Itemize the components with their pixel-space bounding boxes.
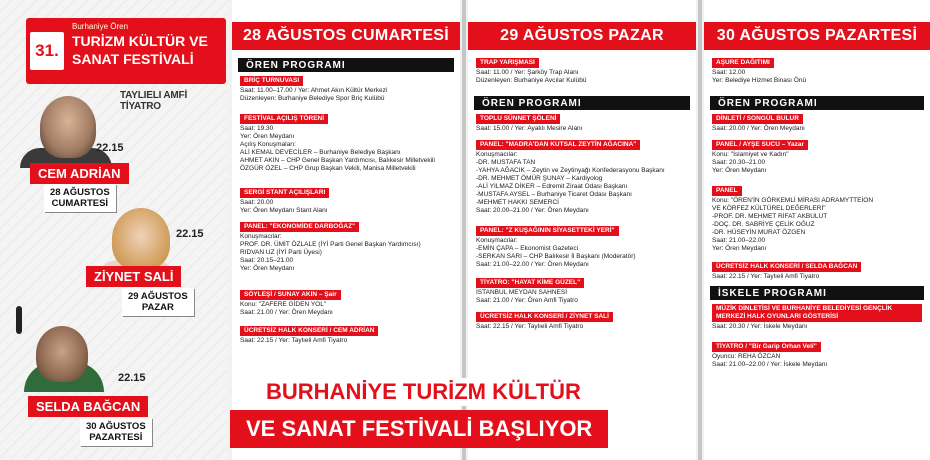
festival-poster xyxy=(0,0,228,460)
news-headline xyxy=(230,366,680,460)
artist-name: SELDA BAĞCAN xyxy=(28,396,148,417)
column-divider xyxy=(698,0,702,460)
event-line: Açılış Konuşmaları: xyxy=(240,141,296,148)
event-line: -PROF. DR. MEHMET RİFAT AKBULUT xyxy=(712,213,828,220)
event-line: Düzenleyen: Burhaniye Avcılar Kulübü xyxy=(476,77,587,84)
event-line: Saat: 20.30–21.00 xyxy=(712,159,766,166)
event-line: Saat: 22.15 / Yer: Taylıeli Amfi Tiyatro xyxy=(476,323,584,330)
section-header: İSKELE PROGRAMI xyxy=(710,286,924,300)
event-line: Saat: 21.00–22.00 / Yer: Ören Meydanı xyxy=(476,261,589,268)
event-item xyxy=(240,114,435,173)
event-item xyxy=(476,278,584,305)
event-line: Saat: 20.00–21.00 / Yer: Ören Meydanı xyxy=(476,207,589,214)
event-line: Saat: 15.00 / Yer: Ayaklı Mesire Alanı xyxy=(476,125,583,132)
event-title: SÖYLEŞİ / SUNAY AKIN – Şair xyxy=(240,290,341,300)
event-line: Konuşmacılar: xyxy=(476,151,518,158)
day-header: 30 AĞUSTOS PAZARTESİ xyxy=(704,22,930,50)
event-title: TRAP YARIŞMASI xyxy=(476,58,539,68)
artist-date xyxy=(122,288,194,316)
event-line: -MEHMET HAKKI SEMERCİ xyxy=(476,199,559,206)
event-title: ÜCRETSİZ HALK KONSERİ / ZİYNET SALİ xyxy=(476,312,613,322)
artist-name: CEM ADRİAN xyxy=(30,163,129,184)
event-line: Saat: 11.00 / Yer: Şarköy Trap Alanı xyxy=(476,69,579,76)
event-item xyxy=(712,140,808,175)
logo-subtitle: Burhaniye Ören xyxy=(72,22,129,31)
event-line: Saat: 12.00 xyxy=(712,69,746,76)
event-line: Yer: Ören Meydanı xyxy=(712,245,767,252)
event-line: AHMET AKIN – CHP Genel Başkan Yardımcısı, Balıkesir Milletvekili xyxy=(240,157,435,164)
event-item xyxy=(240,290,341,317)
event-line: Konu: "ÖREN'İN GÖRKEMLİ MİRASI ADRAMYTTEİON xyxy=(712,197,874,204)
event-item xyxy=(712,186,873,253)
artist-time: 22.15 xyxy=(96,142,124,154)
event-title: DİNLETİ / SONGÜL BULUR xyxy=(712,114,803,124)
artist-photo-ziynet xyxy=(112,208,170,270)
event-line: Saat: 11.00–17.00 / Yer: Ahmet Akın Kültür Merkezi xyxy=(240,87,388,94)
schedule-column-30 xyxy=(704,0,930,460)
event-line: -SERKAN SARI – CHP Balıkesir İl Başkanı (Moderatör) xyxy=(476,253,636,260)
event-line: -ALİ YILMAZ DİKER – Edremit Ziraat Odası Başkanı xyxy=(476,183,628,190)
event-line: Yer: Belediye Hizmet Binası Önü xyxy=(712,77,807,84)
event-line: Saat: 19.30 xyxy=(240,125,274,132)
day-header: 29 AĞUSTOS PAZAR xyxy=(468,22,696,50)
event-title: SERGİ STANT AÇILIŞLARI xyxy=(240,188,329,198)
event-line: Yer: Ören Meydanı xyxy=(240,265,295,272)
artist-time: 22.15 xyxy=(118,372,146,384)
event-line: -YAHYA AĞACIK – Zeytin ve Zeytinyağı Konfederasyonu Başkanı xyxy=(476,167,665,174)
event-line: -DOÇ. DR. SABRİYE ÇELİK OĞUZ xyxy=(712,221,815,228)
festival-title: TURİZM KÜLTÜR VE SANAT FESTİVALİ xyxy=(72,33,208,67)
event-line: ÖZGÜR ÖZEL – CHP Grup Başkan Vekili, Manisa Milletvekili xyxy=(240,165,416,172)
day-header: 28 AĞUSTOS CUMARTESİ xyxy=(232,22,460,50)
festival-logo xyxy=(26,18,226,84)
event-line: Saat: 21.00–22.00 / Yer: İskele Meydanı xyxy=(712,361,828,368)
event-title: ÜCRETSİZ HALK KONSERİ / CEM ADRİAN xyxy=(240,326,378,336)
event-item xyxy=(240,76,387,103)
event-item xyxy=(712,114,805,133)
event-line: Saat: 22.15 / Yer: Taylıeli Amfi Tiyatro xyxy=(712,273,820,280)
event-line: Konu: "İslamiyet ve Kadın" xyxy=(712,151,789,158)
event-line: Oyuncu: REHA ÖZCAN xyxy=(712,353,781,360)
event-title: TOPLU SÜNNET ŞÖLENİ xyxy=(476,114,560,124)
artist-date xyxy=(80,418,152,446)
event-title: PANEL: "Z KUŞAĞININ SİYASETTEKİ YERİ" xyxy=(476,226,619,236)
event-line: Saat: 21.00–22.00 xyxy=(712,237,766,244)
event-item xyxy=(712,342,827,369)
event-line: ALİ KEMAL DEVECİLER – Burhaniye Belediye Başkanı xyxy=(240,149,401,156)
artist-date-weekday: PAZARTESİ xyxy=(89,432,143,443)
venue-label: TAYLIELI AMFİ TİYATRO xyxy=(120,90,188,112)
artist-time: 22.15 xyxy=(176,228,204,240)
artist-date-day: 28 AĞUSTOS xyxy=(50,187,110,198)
event-line: Konuşmacılar: xyxy=(240,233,282,240)
event-title: MÜZİK DİNLETİSİ VE BURHANİYE BELEDİYESİ GENÇLİK MERKEZİ HALK OYUNLARI GÖSTERİSİ xyxy=(712,304,922,322)
artist-photo-cem xyxy=(40,96,96,158)
event-line: Saat: 21.00 / Yer: Ören Amfi Tiyatro xyxy=(476,297,578,304)
event-line: -DR. MEHMET ÖMÜR ŞUNAY – Kardiyolog xyxy=(476,175,603,182)
artist-date-weekday: PAZAR xyxy=(141,302,174,313)
event-line: -DR. HÜSEYİN MURAT ÖZGEN xyxy=(712,229,806,236)
section-header: ÖREN PROGRAMI xyxy=(474,96,690,110)
event-item xyxy=(476,312,613,331)
event-line: Saat: 20.00 xyxy=(240,199,274,206)
event-line: -EMİN ÇAPA – Ekonomist Gazeteci xyxy=(476,245,579,252)
event-line: Saat: 20.15–21.00 xyxy=(240,257,294,264)
microphone-icon xyxy=(16,306,22,334)
event-title: TİYATRO: "HAYAT KİME GÜZEL" xyxy=(476,278,584,288)
event-line: Saat: 22.15 / Yer: Taylıeli Amfi Tiyatro xyxy=(240,337,348,344)
event-item xyxy=(476,58,586,85)
event-line: Saat: 20.30 / Yer: İskele Meydanı xyxy=(712,323,808,330)
artist-date-weekday: CUMARTESİ xyxy=(51,198,109,209)
event-item xyxy=(712,304,922,331)
artist-name: ZİYNET SALİ xyxy=(86,266,181,287)
event-line: Düzenleyen: Burhaniye Belediye Spor Briç Kulübü xyxy=(240,95,385,102)
event-item xyxy=(476,226,636,269)
event-line: Saat: 21.00 / Yer: Ören Meydanı xyxy=(240,309,333,316)
event-title: TİYATRO / "Bir Garip Orhan Veli" xyxy=(712,342,821,352)
event-item xyxy=(476,140,665,215)
event-line: Yer: Ören Meydanı Stant Alanı xyxy=(240,207,328,214)
event-item xyxy=(476,114,582,133)
event-line: Konu: "ZAFERE GİDEN YOL" xyxy=(240,301,327,308)
event-title: PANEL: "EKONOMİDE DARBOĞAZ" xyxy=(240,222,359,232)
event-line: VE KÖRFEZ KÜLTÜREL DEĞERLERİ" xyxy=(712,205,826,212)
event-item xyxy=(240,326,378,345)
event-line: Yer: Ören Meydanı xyxy=(712,167,767,174)
event-title: FESTİVAL AÇILIŞ TÖRENİ xyxy=(240,114,328,124)
edition-number: 31. xyxy=(30,32,64,70)
event-line: Konuşmacılar: xyxy=(476,237,518,244)
event-line: PROF. DR. ÜMİT ÖZLALE (İYİ Parti Genel Başkan Yardımcısı) xyxy=(240,241,421,248)
event-title: AŞURE DAĞITIMI xyxy=(712,58,774,68)
event-item xyxy=(240,188,329,215)
event-item xyxy=(712,262,861,281)
event-title: PANEL / AYŞE SUCU – Yazar xyxy=(712,140,808,150)
event-line: -DR. MUSTAFA TAN xyxy=(476,159,536,166)
artist-photo-selda xyxy=(36,326,88,382)
event-title: PANEL xyxy=(712,186,742,196)
artist-date-day: 29 AĞUSTOS xyxy=(128,291,188,302)
event-line: İSTANBUL MEYDAN SAHNESİ xyxy=(476,289,568,296)
section-header: ÖREN PROGRAMI xyxy=(238,58,454,72)
section-header: ÖREN PROGRAMI xyxy=(710,96,924,110)
artist-date-day: 30 AĞUSTOS xyxy=(86,421,146,432)
event-item xyxy=(240,222,421,273)
event-title: PANEL: "MADRA'DAN KUTSAL ZEYTİN AĞACINA" xyxy=(476,140,640,150)
event-item xyxy=(712,58,806,85)
headline-line-1: BURHANİYE TURİZM KÜLTÜR xyxy=(256,378,591,406)
event-title: BRİÇ TURNUVASI xyxy=(240,76,303,86)
event-title: ÜCRETSİZ HALK KONSERİ / SELDA BAĞCAN xyxy=(712,262,861,272)
event-line: Saat: 20.00 / Yer: Ören Meydanı xyxy=(712,125,805,132)
event-line: RIDVAN UZ (İYİ Parti Üyesi) xyxy=(240,249,322,256)
event-line: -MUSTAFA AYSEL – Burhaniye Ticaret Odası Başkanı xyxy=(476,191,632,198)
event-line: Yer: Ören Meydanı xyxy=(240,133,295,140)
artist-date xyxy=(44,184,116,212)
headline-line-2: VE SANAT FESTİVALİ BAŞLIYOR xyxy=(230,410,608,448)
